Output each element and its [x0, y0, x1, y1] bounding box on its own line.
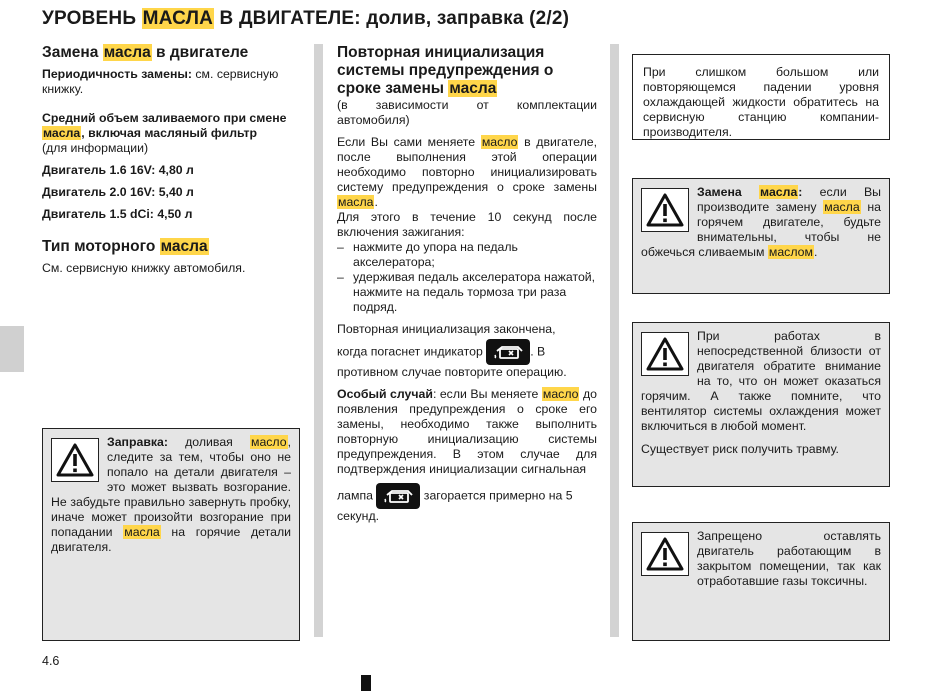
- list-item: – удерживая педаль акселератора нажатой, нажмите на педаль тормоза три раза подряд.: [337, 270, 597, 315]
- special-case-text: Особый случай: если Вы меняете масло до появления предупреждения о сроке его замены, необходимо также выполнить повторную инициализацию системы предупреждения. В этом случае для подтверждения инициализации сигнальная: [337, 387, 597, 476]
- engine-spec: Двигатель 1.5 dCi: 4,50 л: [42, 207, 193, 221]
- warning-icon: [641, 332, 689, 376]
- page-title: УРОВЕНЬ МАСЛА В ДВИГАТЕЛЕ: долив, заправка (2/2): [42, 8, 570, 29]
- reset-steps-list: [337, 240, 597, 315]
- oil-service-lamp-icon: [376, 483, 420, 509]
- column-left: [42, 44, 307, 276]
- column-divider: [314, 44, 323, 637]
- hot-oil-warning-box: [632, 178, 890, 294]
- page-number: 4.6: [42, 654, 60, 668]
- injury-risk-text: Существует риск получить травму.: [641, 442, 839, 456]
- availability-note: (в зависимости от комплектации автомобиля): [337, 98, 597, 127]
- section-tab-marker: [0, 326, 24, 372]
- avg-volume-note: (для информации): [42, 141, 149, 155]
- engine-spec: Двигатель 1.6 16V: 4,80 л: [42, 163, 194, 177]
- section-heading-oil-type: Тип моторного масла: [42, 238, 208, 255]
- indicator-text: когда погаснет индикатор . В противном случае повторите операцию.: [337, 339, 597, 380]
- coolant-loss-text: При слишком большом или повторяющемся падении уровня охлаждающей жидкости обратитесь на сервисную станцию компании-производителя.: [643, 65, 879, 139]
- refill-warning-box: [42, 428, 300, 641]
- hot-oil-warning-text: Замена масла: если Вы производите замену масла на горячем двигателе, будьте внимательны, чтобы не обжечься сливаемым маслом.: [641, 185, 881, 259]
- exhaust-warning-text: Запрещено оставлять двигатель работающим в закрытом помещении, так как отработавшие газы токсичны.: [697, 529, 881, 588]
- coolant-loss-box: [632, 54, 890, 140]
- hot-engine-warning-text: При работах в непосредственной близости от двигателя обратите внимание на то, что он может оказаться горячим. А также помните, что вентилятор системы охлаждения может включиться в любой момент.: [641, 329, 881, 433]
- warning-icon: [641, 188, 689, 232]
- column-divider: [610, 44, 619, 637]
- avg-volume-heading: Средний объем заливаемого при смене масла, включая масляный фильтр: [42, 111, 287, 140]
- hot-engine-warning-box: [632, 322, 890, 487]
- oil-service-indicator-icon: [486, 339, 530, 365]
- periodicity-text: Периодичность замены: см. сервисную книжку.: [42, 67, 279, 96]
- section-heading-reset: Повторная инициализация системы предупреждения о сроке замены масла: [337, 44, 554, 97]
- reset-complete-text: Повторная инициализация закончена,: [337, 322, 556, 336]
- lamp-text: лампа загорается примерно на 5 секунд.: [337, 483, 597, 524]
- section-heading-oil-change: Замена масла в двигателе: [42, 44, 249, 61]
- column-middle: [337, 44, 597, 524]
- reset-intro-text: Если Вы сами меняете масло в двигателе, после выполнения этой операции необходимо повторно инициализировать систему предупреждения о сроке замены масла.: [337, 135, 597, 209]
- reset-procedure-text: Для этого в течение 10 секунд после включения зажигания:: [337, 210, 597, 239]
- engine-spec: Двигатель 2.0 16V: 5,40 л: [42, 185, 194, 199]
- exhaust-warning-box: [632, 522, 890, 641]
- warning-icon: [51, 438, 99, 482]
- warning-icon: [641, 532, 689, 576]
- refill-warning-text: Заправка: доливая масло, следите за тем, чтобы оно не попало на детали двигателя – это может вызвать возгорание. Не забудьте правильно завернуть пробку, иначе может произойти возгорание при попадании масла на горячие детали двигателя.: [51, 435, 291, 554]
- list-item: – нажмите до упора на педаль акселератора;: [337, 240, 597, 270]
- page-footmark: [361, 675, 371, 691]
- oil-type-text: См. сервисную книжку автомобиля.: [42, 261, 246, 275]
